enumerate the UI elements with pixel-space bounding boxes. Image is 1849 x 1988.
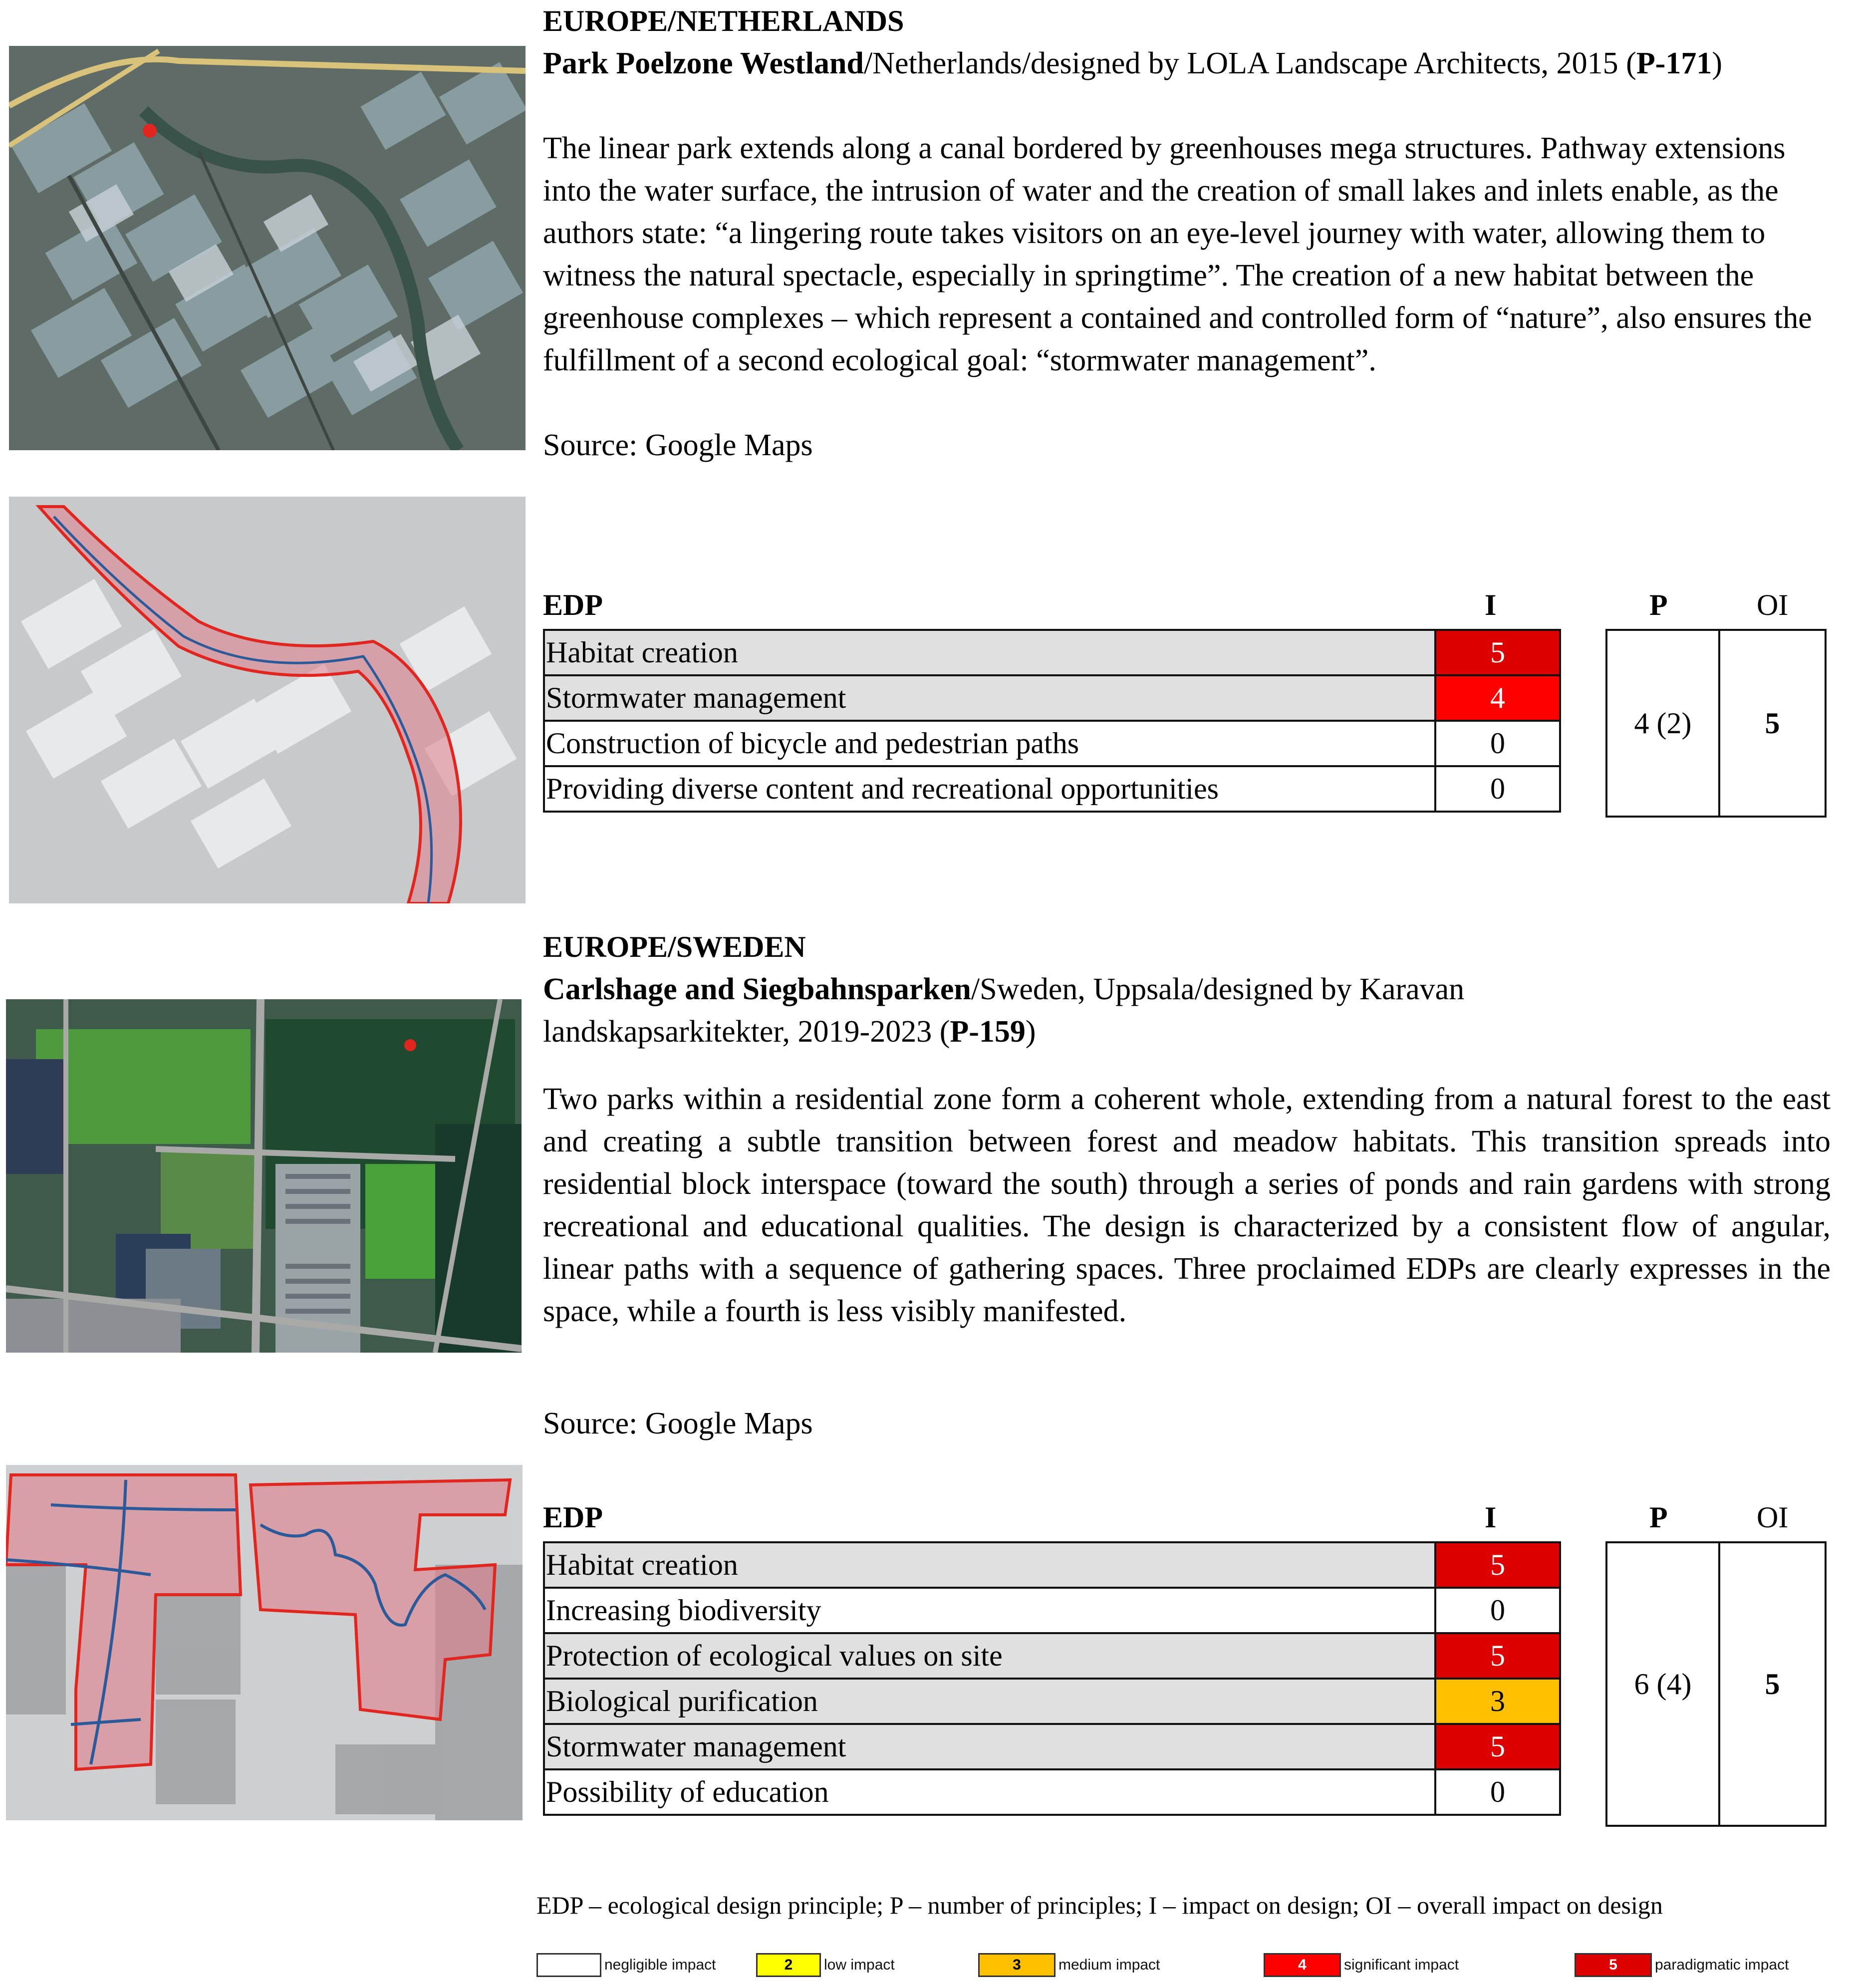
principles-count-cell: 4 (2) [1606,630,1719,817]
legend-swatch: 3 [978,1953,1056,1977]
table-row [544,1724,1560,1769]
impact-cell: 5 [1435,1633,1560,1679]
satellite-map-graphic [9,46,526,450]
impact-cell: 0 [1435,721,1560,766]
table-row [544,1769,1560,1815]
summary-table [1605,629,1827,818]
impact-cell: 3 [1435,1679,1560,1724]
satellite-map-image [9,46,526,450]
edp-table [543,629,1561,813]
satellite-map-image [6,999,522,1353]
image-source: Source: Google Maps [543,428,813,462]
annotated-map-graphic [9,497,526,903]
overall-impact-cell: 5 [1719,630,1826,817]
table-row [544,675,1560,721]
impact-cell: 0 [1435,1769,1560,1815]
legend-swatch: 4 [1264,1953,1341,1977]
principle-cell: Habitat creation [544,1542,1435,1588]
legend-swatch: 5 [1575,1953,1652,1977]
legend-swatch [536,1953,601,1977]
region-heading: EUROPE/NETHERLANDS [543,4,904,37]
principle-cell: Construction of bicycle and pedestrian paths [544,721,1435,766]
principle-cell: Increasing biodiversity [544,1588,1435,1633]
column-header-principles: P [1649,588,1668,621]
legend-label: significant impact [1344,1957,1459,1973]
principle-cell: Stormwater management [544,1724,1435,1769]
legend-label: negligible impact [604,1957,716,1973]
principle-cell: Protection of ecological values on site [544,1633,1435,1679]
column-header-impact: I [1485,1501,1497,1534]
impact-cell: 4 [1435,675,1560,721]
principle-cell: Providing diverse content and recreational opportunities [544,766,1435,812]
principle-cell: Biological purification [544,1679,1435,1724]
legend-item-negligible [536,1953,716,1977]
legend-label: medium impact [1058,1957,1160,1973]
project-title [543,968,1586,1053]
annotated-map-graphic [6,1465,523,1820]
table-row [544,1679,1560,1724]
abbreviation-note: EDP – ecological design principle; P – number of principles; I – impact on design; OI – overall impact on design [536,1891,1663,1919]
principle-cell: Stormwater management [544,675,1435,721]
principle-cell: Possibility of education [544,1769,1435,1815]
principles-count-cell: 6 (4) [1606,1542,1719,1826]
annotated-map-image [9,497,526,903]
satellite-map-graphic [6,999,522,1353]
column-header-overall-impact: OI [1757,1501,1789,1534]
edp-table [543,1541,1561,1816]
table-row [544,1542,1560,1588]
legend-label: low impact [824,1957,895,1973]
project-description: The linear park extends along a canal bordered by greenhouses mega structures. Pathway extensions into the water surface, the intrusion of water and the creation of small lakes and inlets enable, as the authors state: “a lingering route takes visitors on an eye-level journey with water, allowing them to witness the natural spectacle, especially in springtime”. The creation of a new habitat between the greenhouse complexes – which represent a contained and controlled form of “nature”, also ensures the fulfillment of a second ecological goal: “stormwater management”. [543,131,1812,377]
legend-item-paradigmatic [1575,1953,1789,1977]
project-name: Park Poelzone Westland [543,46,864,80]
project-code: P-159 [950,1015,1026,1049]
table-row [544,766,1560,812]
project-details: /Sweden, Uppsala/designed by Karavan landskapsarkitekter, 2019-2023 ( [543,972,1465,1049]
project-name: Carlshage and Siegbahnsparken [543,972,971,1006]
table-row [544,630,1560,675]
project-code: P-171 [1636,46,1712,80]
table-row [544,721,1560,766]
principle-cell: Habitat creation [544,630,1435,675]
column-header-edp: EDP [543,1501,603,1534]
legend-label: paradigmatic impact [1655,1957,1789,1973]
project-description: Two parks within a residential zone form a coherent whole, extending from a natural forest to the east and creating a subtle transition between forest and meadow habitats. This transition spreads into residential block interspace (toward the south) through a series of ponds and rain gardens with strong recreational and educational qualities. The design is characterized by a consistent flow of angular, linear paths with a sequence of gathering spaces. Three proclaimed EDPs are clearly expresses in the space, while a fourth is less visibly manifested. [543,1082,1831,1328]
column-header-edp: EDP [543,588,603,621]
table-row [544,1633,1560,1679]
column-header-principles: P [1649,1501,1668,1534]
image-source: Source: Google Maps [543,1407,813,1440]
annotated-map-image [6,1465,523,1820]
map-pin-icon [143,124,157,138]
legend-item-low [756,1953,895,1977]
map-pin-icon [404,1039,416,1051]
region-heading: EUROPE/SWEDEN [543,930,806,963]
project-title [543,42,1801,85]
impact-cell: 5 [1435,1724,1560,1769]
legend-swatch: 2 [756,1953,821,1977]
project-details: /Netherlands/designed by LOLA Landscape Architects, 2015 ( [863,46,1636,80]
column-header-impact: I [1485,588,1497,621]
overall-impact-cell: 5 [1719,1542,1826,1826]
column-header-overall-impact: OI [1757,588,1789,621]
legend-item-significant [1264,1953,1459,1977]
table-row [544,1588,1560,1633]
impact-cell: 5 [1435,1542,1560,1588]
project-title-close: ) [1712,46,1722,80]
impact-cell: 5 [1435,630,1560,675]
legend-item-medium [978,1953,1160,1977]
summary-table [1605,1541,1827,1827]
impact-cell: 0 [1435,766,1560,812]
project-title-close: ) [1025,1015,1036,1049]
impact-cell: 0 [1435,1588,1560,1633]
